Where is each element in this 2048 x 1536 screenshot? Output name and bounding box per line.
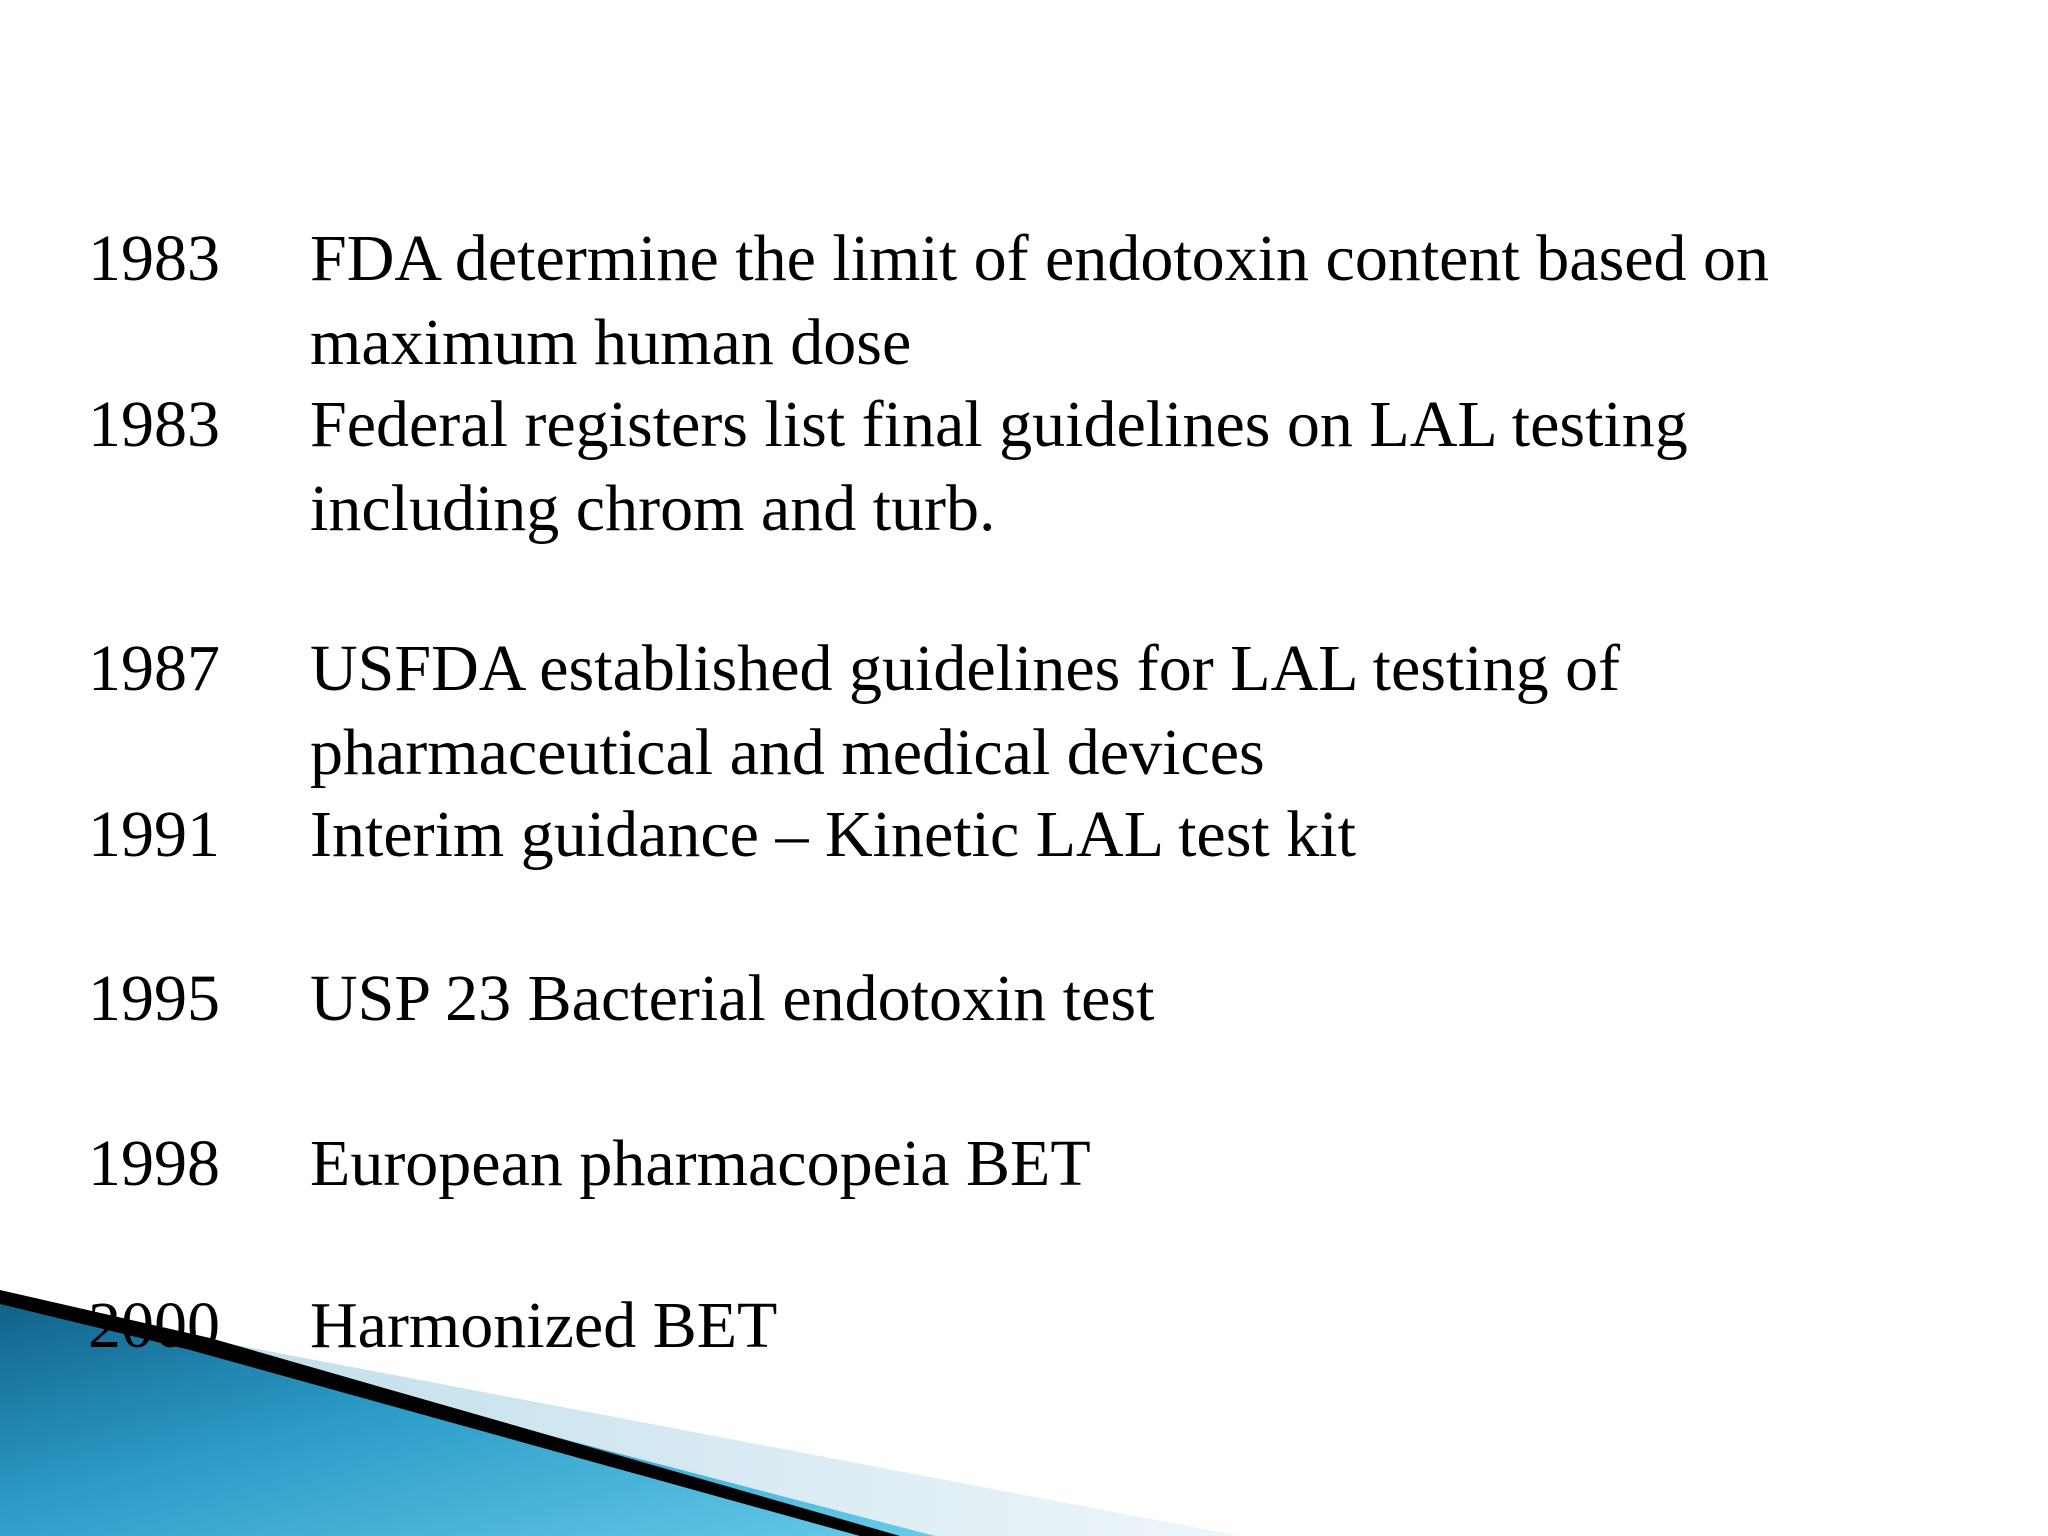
timeline-description-line: maximum human dose — [310, 306, 912, 379]
timeline-description-line: Harmonized BET — [310, 1289, 778, 1362]
timeline-description-line: USFDA established guidelines for LAL testing of — [310, 632, 1621, 705]
timeline-year: 1987 — [88, 632, 220, 705]
timeline-description-line: including chrom and turb. — [310, 472, 996, 545]
timeline-description — [310, 793, 1950, 877]
timeline-year: 2000 — [88, 1289, 220, 1362]
timeline-description-line: FDA determine the limit of endotoxin content based on — [310, 222, 1770, 295]
timeline-year: 1983 — [88, 222, 220, 295]
timeline-description — [310, 957, 1950, 1041]
timeline-year: 1983 — [88, 388, 220, 461]
timeline-description — [310, 1284, 1950, 1368]
timeline-year: 1995 — [88, 962, 220, 1035]
timeline-year: 1998 — [88, 1127, 220, 1200]
timeline-description — [310, 1122, 1950, 1206]
timeline-description-line: pharmaceutical and medical devices — [310, 716, 1265, 789]
timeline-description-line: Interim guidance – Kinetic LAL test kit — [310, 798, 1356, 871]
timeline-description — [310, 383, 1950, 551]
timeline-description — [310, 217, 1950, 385]
timeline-description-line: Federal registers list final guidelines on LAL testing — [310, 388, 1688, 461]
timeline-description — [310, 627, 1950, 795]
timeline-year: 1991 — [88, 798, 220, 871]
timeline-description-line: European pharmacopeia BET — [310, 1127, 1091, 1200]
timeline-description-line: USP 23 Bacterial endotoxin test — [310, 962, 1155, 1035]
